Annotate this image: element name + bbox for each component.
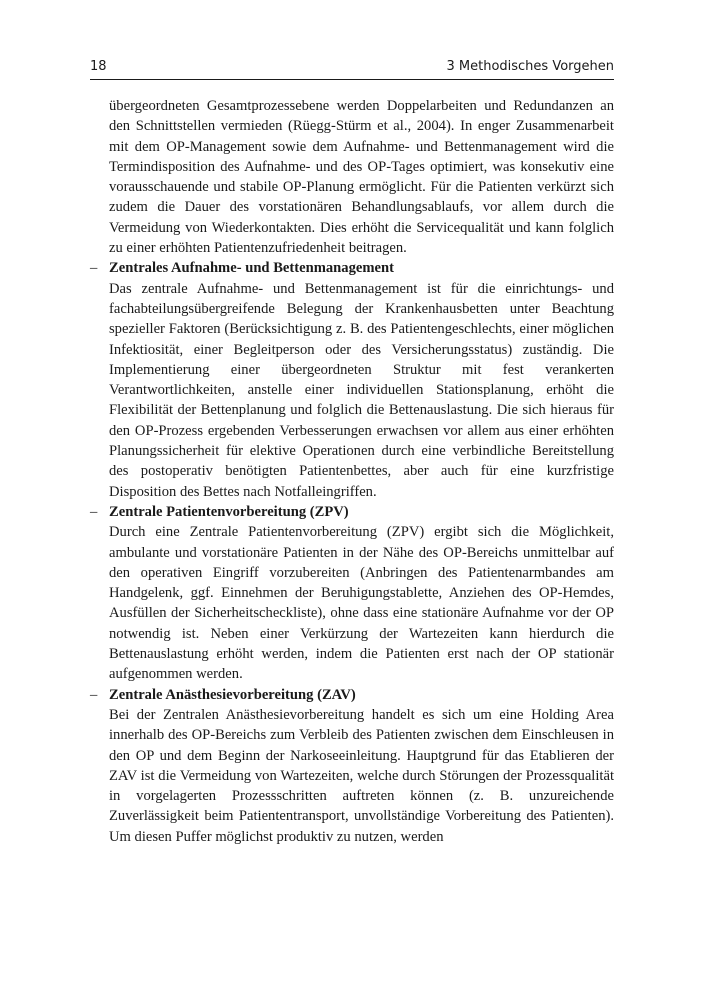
intro-paragraph: übergeordneten Gesamtprozessebene werden Doppelarbeiten und Redundanzen an den Schnittstellen vermieden (Rüegg-Stürm et al., 2004). In enger Zusammenarbeit mit dem OP-Management sowie dem Aufnahme- und Bettenmanagement wird die Termindisposition des Aufnahme- und des OP-Tages optimiert, was konsekutiv eine vorausschauende und stabile OP-Planung ermöglicht. Für die Patienten verkürzt sich zudem die Dauer des vorstationären Behandlungsablaufs, vor allem durch die Vermeidung von Wiederkontakten. Dies erhöht die Servicequalität und kann folglich zu einer erhöhten Patientenzufriedenheit beitragen. <box>109 98 614 257</box>
running-header <box>90 57 614 80</box>
list-item-aufnahme-bettenmanagement <box>90 258 614 502</box>
section-paragraph: Bei der Zentralen Anästhesievorbereitung handelt es sich um eine Holding Area innerhalb des OP-Bereichs zum Verbleib des Patienten zwischen dem Einschleusen in den OP und dem Beginn der Narkoseeinleitung. Hauptgrund für das Etablieren der ZAV ist die Vermeidung von Wartezeiten, welche durch Störungen der Prozessqualität in vorgelagerten Prozessschritten auftreten können (z. B. unzureichende Zuverlässigkeit beim Patiententransport, unvollständige Vorbereitung des Patienten). Um diesen Puffer möglichst produktiv zu nutzen, werden <box>109 706 614 845</box>
section-heading: Zentrale Patientenvorbereitung (ZPV) <box>109 503 349 520</box>
list-item-patientenvorbereitung <box>90 502 614 685</box>
page-body <box>90 96 614 847</box>
dash-marker: – <box>90 503 98 520</box>
chapter-title: 3 Methodisches Vorgehen <box>446 59 614 74</box>
list-item-anaesthesievorbereitung <box>90 685 614 847</box>
section-heading: Zentrale Anästhesievorbereitung (ZAV) <box>109 686 356 703</box>
section-paragraph: Das zentrale Aufnahme- und Bettenmanagement ist für die einrichtungs- und fachabteilungsübergreifende Belegung der Krankenhausbetten unter Beachtung spezieller Faktoren (Berücksichtigung z. B. des Patientengeschlechts, einer möglichen Infektiosität, einer Begleitperson oder des Versicherungsstatus) zuständig. Die Implementierung einer übergeordneten Struktur mit fest verankerten Verantwortlichkeiten, anstelle einer individuellen Stationsplanung, erhöht die Flexibilität der Bettenplanung und folglich die Bettenauslastung. Die sich hieraus für den OP-Prozess ergebenden Verbesserungen erwachsen vor allem aus einer erhöhten Planungssicherheit für elektive Operationen durch eine verbindliche Bereitstellung des postoperativ benötigten Patientenbettes, aber auch für eine kurzfristige Disposition des Bettes nach Notfalleingriffen. <box>109 280 614 500</box>
page-number: 18 <box>90 59 107 74</box>
dash-marker: – <box>90 260 98 277</box>
dash-marker: – <box>90 686 98 703</box>
section-heading: Zentrales Aufnahme- und Bettenmanagement <box>109 260 394 277</box>
section-paragraph: Durch eine Zentrale Patientenvorbereitung (ZPV) ergibt sich die Möglichkeit, ambulante und vorstationäre Patienten in der Nähe des OP-Bereichs unmittelbar auf den operativen Eingriff vorzubereiten (Anbringen des Patientenarmbandes am Handgelenk, ggf. Einnehmen der Beruhigungstablette, Anziehen des OP-Hemdes, Ausfüllen der Sicherheitscheckliste), ohne dass eine stationäre Aufnahme vor der OP notwendig ist. Neben einer Verkürzung der Wartezeiten kann hierdurch die Bettenauslastung erhöht werden, indem die Patienten erst nach der OP stationär aufgenommen werden. <box>109 524 614 683</box>
